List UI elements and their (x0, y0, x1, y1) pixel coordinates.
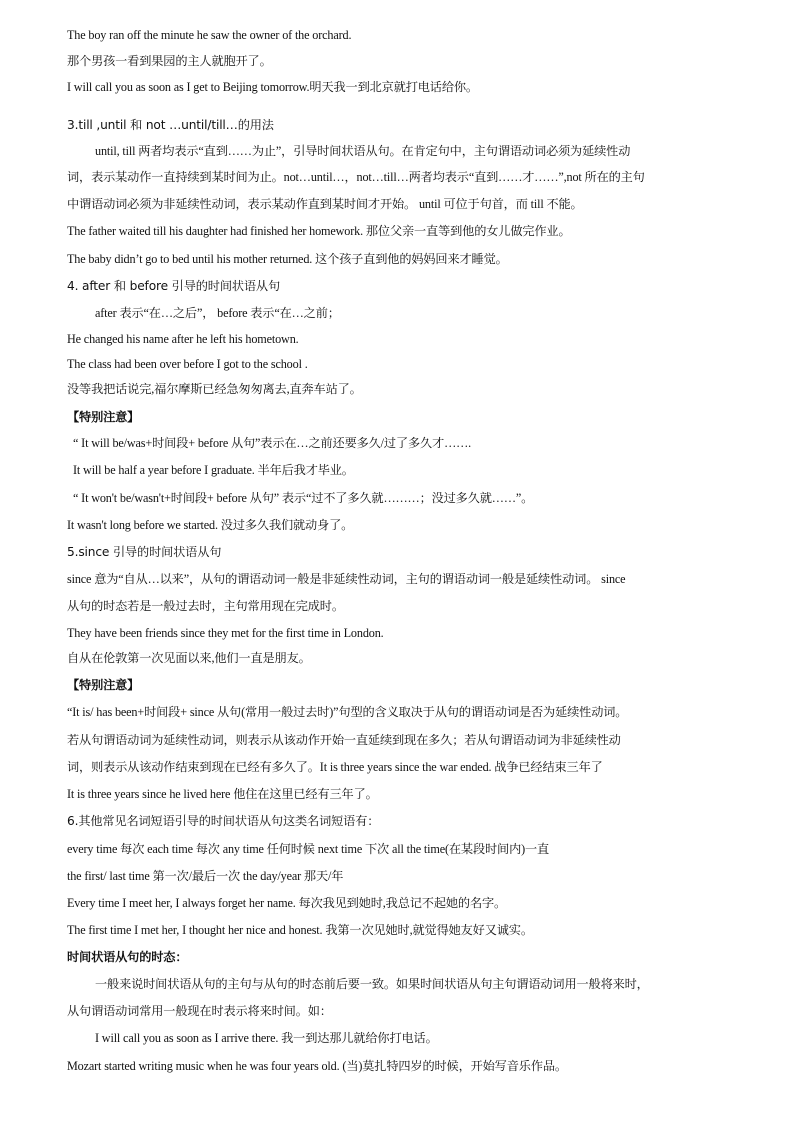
example-sentence: It will be half a year before I graduate. 半年后我才毕业。 (73, 463, 354, 477)
example-sentence: He changed his name after he left his hometown. (67, 332, 299, 346)
example-sentence: They have been friends since they met for the first time in London. (67, 626, 384, 640)
phrase-list: every time 每次 each time 每次 any time 任何时候 next time 下次 all the time(在某段时间内)一直 (67, 842, 550, 856)
example-sentence: The father waited till his daughter had finished her homework. 那位父亲一直等到他的女儿做完作业。 (67, 224, 571, 238)
section-heading-noun-phrases: 6.其他常见名词短语引导的时间状语从句这类名词短语有： (67, 814, 380, 828)
example-sentence: Every time I meet her, I always forget her name. 每次我见到她时,我总记不起她的名字。 (67, 896, 507, 910)
example-sentence: I will call you as soon as I get to Beijing tomorrow.明天我一到北京就打电话给你。 (67, 80, 478, 94)
paragraph-line: 从句的时态若是一般过去时，主句常用现在完成时。 (67, 599, 344, 613)
special-note-heading: 【特别注意】 (67, 678, 140, 692)
example-sentence: Mozart started writing music when he was four years old. (当)莫扎特四岁的时候，开始写音乐作品。 (67, 1059, 567, 1073)
paragraph-line: 词，表示某动作一直持续到某时间为止。not…until…，not…till…两者均表示“直到……才……”,not 所在的主句 (67, 170, 645, 184)
section-heading-till-until: 3.till ,until 和 not …until/till…的用法 (67, 118, 274, 132)
note-line: “ It will be/was+时间段+ before 从句”表示在…之前还要多久/过了多久才……. (73, 436, 472, 450)
example-sentence: It wasn't long before we started. 没过多久我们就动身了。 (67, 518, 354, 532)
example-translation: 没等我把话说完,福尔摩斯已经急匆匆离去,直奔车站了。 (67, 382, 362, 396)
paragraph-line: since 意为“自从…以来”，从句的谓语动词一般是非延续性动词，主句的谓语动词一般是延续性动词。 since (67, 572, 626, 586)
paragraph-line: after 表示“在…之后”， before 表示“在…之前； (95, 306, 340, 320)
example-sentence: The baby didn’t go to bed until his mother returned. 这个孩子直到他的妈妈回来才睡觉。 (67, 252, 508, 266)
example-sentence: The class had been over before I got to the school . (67, 357, 308, 371)
paragraph-line: 从句谓语动词常用一般现在时表示将来时间。如： (67, 1004, 332, 1018)
section-heading-after-before: 4. after 和 before 引导的时间状语从句 (67, 279, 281, 293)
section-heading-since: 5.since 引导的时间状语从句 (67, 545, 222, 559)
paragraph-line: 一般来说时间状语从句的主句与从句的时态前后要一致。如果时间状语从句主句谓语动词用一般将来时， (95, 977, 649, 991)
example-sentence: The boy ran off the minute he saw the owner of the orchard. (67, 28, 352, 42)
example-sentence: I will call you as soon as I arrive there. 我一到达那儿就给你打电话。 (95, 1031, 438, 1045)
paragraph-line: 中谓语动词必须为非延续性动词，表示某动作直到某时间才开始。 until 可位于句首，而 till 不能。 (67, 197, 583, 211)
example-translation: 自从在伦敦第一次见面以来,他们一直是朋友。 (67, 651, 311, 665)
note-line: “It is/ has been+时间段+ since 从句(常用一般过去时)”句型的含义取决于从句的谓语动词是否为延续性动词。 (67, 705, 628, 719)
phrase-list: the first/ last time 第一次/最后一次 the day/year 那天/年 (67, 869, 344, 883)
note-line: “ It won't be/wasn't+时间段+ before 从句” 表示“过不了多久就………；没过多久就……”。 (73, 491, 534, 505)
special-note-heading: 【特别注意】 (67, 410, 140, 424)
note-line: 词，则表示从该动作结束到现在已经有多久了。It is three years since the war ended. 战争已经结束三年了 (67, 760, 603, 774)
paragraph-line: until, till 两者均表示“直到……为止”，引导时间状语从句。在肯定句中，主句谓语动词必须为延续性动 (95, 144, 631, 158)
example-translation: 那个男孩一看到果园的主人就胞开了。 (67, 54, 272, 68)
example-sentence: The first time I met her, I thought her nice and honest. 我第一次见她时,就觉得她友好又诚实。 (67, 923, 533, 937)
section-heading-tense: 时间状语从句的时态： (67, 950, 188, 964)
example-sentence: It is three years since he lived here 他住在这里已经有三年了。 (67, 787, 378, 801)
note-line: 若从句谓语动词为延续性动词，则表示从该动作开始一直延续到现在多久；若从句谓语动词为非延续性动 (67, 733, 621, 747)
